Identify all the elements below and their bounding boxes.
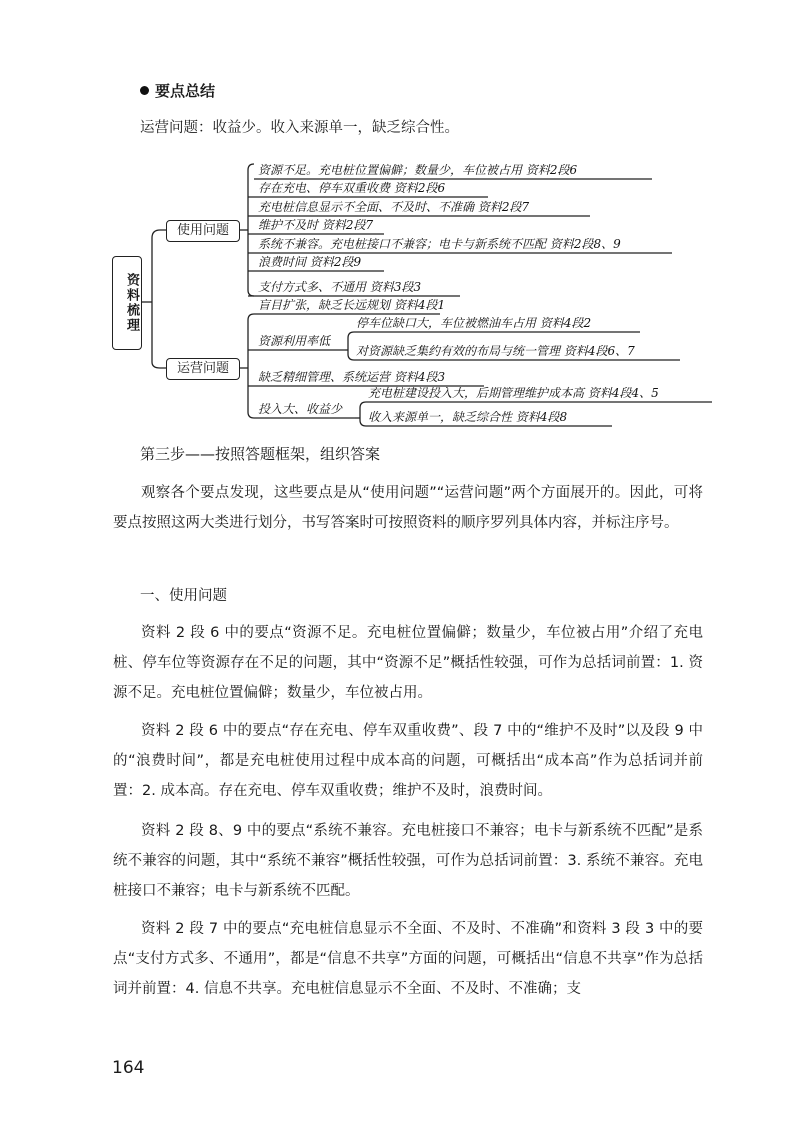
paragraph: 资料 2 段 7 中的要点“充电桩信息显示不全面、不及时、不准确”和资料 3 段 3 中的要点“支付方式多、不通用”，都是“信息不共享”方面的问题，可概括出“信息不共享”作为总括词并前置：4. 信息不共享。充电桩信息显示不全面、不及时、不准确；支	[113, 921, 703, 997]
mind-map-root: 资料梳理	[112, 256, 142, 350]
use-item: 存在充电、停车双重收费 资料2段6	[258, 181, 446, 195]
subheading-use-problems: 一、使用问题	[140, 588, 227, 604]
summary-line: 运营问题：收益少。收入来源单一，缺乏综合性。	[140, 120, 459, 136]
page-number: 164	[112, 1058, 145, 1078]
ops-resource-sub-item: 对资源缺乏集约有效的布局与统一管理 资料4段6、7	[356, 344, 635, 358]
branch-use-problems: 使用问题	[166, 220, 240, 242]
ops-item-blind-expansion: 盲目扩张，缺乏长远规划 资料4段1	[258, 298, 446, 312]
mind-map	[0, 150, 800, 430]
paragraph: 资料 2 段 6 中的要点“存在充电、停车双重收费”、段 7 中的“维护不及时”以及段 9 中的“浪费时间”，都是充电桩使用过程中成本高的问题，可概括出“成本高”作为总括词并前置：2. 成本高。存在充电、停车双重收费；维护不及时，浪费时间。	[113, 723, 703, 799]
heading-text: 要点总结	[155, 82, 216, 100]
ops-item-invest-label: 投入大、收益少	[258, 402, 343, 416]
ops-item-resource-label: 资源利用率低	[258, 334, 331, 348]
use-item: 浪费时间 资料2段9	[258, 255, 362, 269]
use-item: 充电桩信息显示不全面、不及时、不准确 资料2段7	[258, 200, 530, 214]
ops-invest-sub-item: 充电桩建设投入大，后期管理维护成本高 资料4段4、5	[368, 386, 659, 400]
ops-item-lack-management: 缺乏精细管理、系统运营 资料4段3	[258, 370, 446, 384]
step-three-heading: 第三步——按照答题框架，组织答案	[140, 445, 381, 463]
use-item: 资源不足。充电桩位置偏僻；数量少，车位被占用 资料2段6	[258, 163, 578, 177]
section-heading	[140, 80, 215, 101]
ops-resource-sub-item: 停车位缺口大，车位被燃油车占用 资料4段2	[356, 316, 592, 330]
paragraph: 资料 2 段 8、9 中的要点“系统不兼容。充电桩接口不兼容；电卡与新系统不匹配”是系统不兼容的问题，其中“系统不兼容”概括性较强，可作为总括词前置：3. 系统不兼容。充电桩接口不兼容；电卡与新系统不匹配。	[113, 823, 703, 899]
paragraph: 观察各个要点发现，这些要点是从“使用问题”“运营问题”两个方面展开的。因此，可将要点按照这两大类进行划分，书写答案时可按照资料的顺序罗列具体内容，并标注序号。	[113, 485, 703, 531]
branch-ops-problems: 运营问题	[166, 358, 240, 380]
use-item: 支付方式多、不通用 资料3段3	[258, 280, 422, 294]
use-item: 维护不及时 资料2段7	[258, 218, 374, 232]
use-item: 系统不兼容。充电桩接口不兼容；电卡与新系统不匹配 资料2段8、9	[258, 237, 621, 251]
ops-invest-sub-item: 收入来源单一，缺乏综合性 资料4段8	[368, 410, 568, 424]
bullet-dot-icon	[140, 86, 149, 95]
paragraph: 资料 2 段 6 中的要点“资源不足。充电桩位置偏僻；数量少，车位被占用”介绍了充电桩、停车位等资源存在不足的问题，其中“资源不足”概括性较强，可作为总括词前置：1. 资源不足。充电桩位置偏僻；数量少，车位被占用。	[113, 625, 703, 701]
